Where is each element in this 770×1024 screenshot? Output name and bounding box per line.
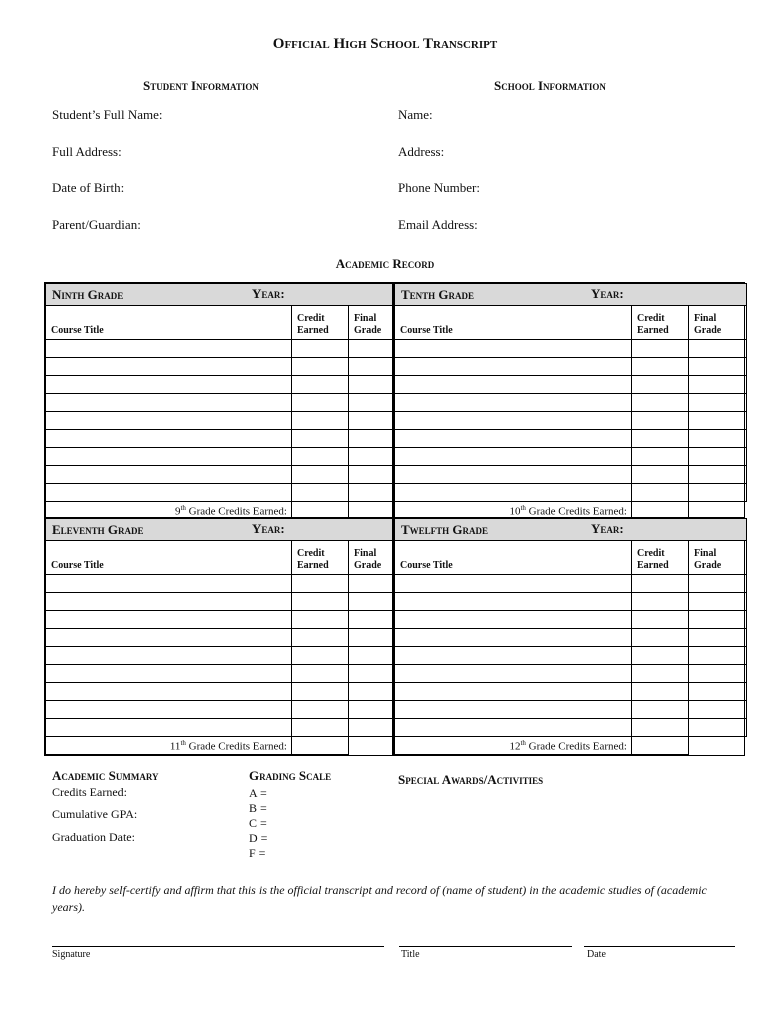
course-row — [395, 484, 747, 502]
grade-cell[interactable] — [689, 665, 747, 683]
course-row — [46, 376, 393, 394]
grade-cell[interactable] — [349, 340, 393, 358]
page-title: Official High School Transcript — [272, 36, 498, 52]
grade-grid — [394, 518, 747, 755]
course-title-cell[interactable] — [395, 611, 632, 629]
grading-scale-heading: Grading Scale — [249, 768, 332, 783]
academic-record-heading: Academic Record — [335, 256, 435, 271]
course-title-cell[interactable] — [395, 683, 632, 701]
course-row — [395, 412, 747, 430]
course-row — [46, 719, 393, 737]
grade-cell[interactable] — [689, 683, 747, 701]
grade-cell[interactable] — [349, 629, 393, 647]
course-row — [46, 430, 393, 448]
course-row — [46, 358, 393, 376]
grade-cell[interactable] — [349, 611, 393, 629]
course-row — [395, 430, 747, 448]
credit-cell[interactable] — [292, 719, 349, 737]
course-row — [395, 593, 747, 611]
course-title-cell[interactable] — [395, 340, 632, 358]
grade-cell[interactable] — [349, 358, 393, 376]
course-title-cell[interactable] — [46, 340, 292, 358]
credit-cell[interactable] — [292, 701, 349, 719]
course-row — [46, 629, 393, 647]
grade-cell[interactable] — [349, 701, 393, 719]
credit-cell[interactable] — [292, 665, 349, 683]
credit-cell[interactable] — [292, 611, 349, 629]
school-address-field: Address: — [398, 144, 445, 159]
grade-credits-earned-label: 10th Grade Credits Earned: — [395, 502, 632, 520]
credit-cell[interactable] — [632, 484, 689, 502]
eleventh-grade-table — [44, 517, 393, 756]
year-label: Year: — [591, 286, 624, 301]
course-title-cell[interactable] — [46, 647, 292, 665]
credit-earned-header: Credit Earned — [637, 313, 669, 336]
grade-cell[interactable] — [689, 647, 747, 665]
final-grade-header: Final Grade — [354, 548, 382, 571]
course-row — [395, 394, 747, 412]
credit-cell[interactable] — [632, 430, 689, 448]
date-label: Date — [587, 949, 606, 960]
course-title-cell[interactable] — [395, 575, 632, 593]
grade-cell[interactable] — [349, 412, 393, 430]
credit-cell[interactable] — [632, 412, 689, 430]
student-info-heading: Student Information — [143, 78, 259, 93]
course-title-cell[interactable] — [46, 412, 292, 430]
twelfth-grade-table — [393, 517, 745, 756]
course-title-cell[interactable] — [46, 683, 292, 701]
grade-cell[interactable] — [689, 701, 747, 719]
grade-cell[interactable] — [349, 430, 393, 448]
grade-cell[interactable] — [689, 376, 747, 394]
grade-section-title: Ninth Grade — [52, 286, 124, 302]
summary-cumulative-gpa: Cumulative GPA: — [52, 807, 138, 821]
course-row — [46, 683, 393, 701]
course-row — [395, 358, 747, 376]
grading-scale-b: B = — [249, 801, 267, 815]
tenth-grade-table — [393, 282, 745, 521]
course-row — [46, 665, 393, 683]
credit-cell[interactable] — [632, 466, 689, 484]
empty-cell — [349, 737, 393, 755]
school-phone-field: Phone Number: — [398, 180, 480, 195]
course-title-cell[interactable] — [395, 593, 632, 611]
course-row — [46, 466, 393, 484]
grade-cell[interactable] — [349, 466, 393, 484]
grade-cell[interactable] — [689, 358, 747, 376]
credit-cell[interactable] — [292, 683, 349, 701]
credit-cell[interactable] — [632, 394, 689, 412]
credit-cell[interactable] — [632, 629, 689, 647]
grade-cell[interactable] — [689, 448, 747, 466]
credit-cell[interactable] — [632, 376, 689, 394]
course-title-cell[interactable] — [395, 719, 632, 737]
grade-credits-cell[interactable] — [292, 737, 349, 755]
course-row — [46, 593, 393, 611]
course-title-cell[interactable] — [46, 593, 292, 611]
grade-grid — [394, 283, 747, 520]
credit-cell[interactable] — [292, 412, 349, 430]
course-title-cell[interactable] — [395, 484, 632, 502]
course-title-cell[interactable] — [395, 376, 632, 394]
course-title-cell[interactable] — [46, 430, 292, 448]
credit-cell[interactable] — [632, 719, 689, 737]
credit-earned-header: Credit Earned — [297, 313, 329, 336]
signature-label: Signature — [52, 949, 91, 960]
course-row — [395, 611, 747, 629]
grade-grid — [45, 283, 393, 520]
course-row — [395, 448, 747, 466]
course-title-cell[interactable] — [395, 466, 632, 484]
course-row — [395, 719, 747, 737]
grading-scale-a: A = — [249, 786, 267, 800]
grade-cell[interactable] — [689, 611, 747, 629]
course-title-cell[interactable] — [46, 701, 292, 719]
course-title-cell[interactable] — [395, 647, 632, 665]
credit-cell[interactable] — [292, 466, 349, 484]
course-title-cell[interactable] — [395, 412, 632, 430]
grade-cell[interactable] — [689, 466, 747, 484]
student-address-field: Full Address: — [52, 144, 122, 159]
grade-cell[interactable] — [349, 376, 393, 394]
course-title-cell[interactable] — [46, 629, 292, 647]
course-row — [46, 412, 393, 430]
course-title-cell[interactable] — [46, 358, 292, 376]
course-row — [395, 376, 747, 394]
course-title-cell[interactable] — [395, 430, 632, 448]
credit-cell[interactable] — [292, 629, 349, 647]
grade-cell[interactable] — [349, 575, 393, 593]
course-title-header: Course Title — [51, 560, 104, 571]
student-guardian-field: Parent/Guardian: — [52, 217, 141, 232]
course-row — [395, 340, 747, 358]
grade-cell[interactable] — [689, 484, 747, 502]
course-title-cell[interactable] — [395, 665, 632, 683]
credit-cell[interactable] — [632, 665, 689, 683]
course-row — [46, 394, 393, 412]
certification-statement: I do hereby self-certify and affirm that this is the official transcript and record of (name of student) in the academic studies of (academic years). — [52, 883, 707, 914]
course-row — [46, 448, 393, 466]
grade-cell[interactable] — [689, 412, 747, 430]
course-title-cell[interactable] — [395, 448, 632, 466]
grade-credits-earned-label: 9th Grade Credits Earned: — [46, 502, 292, 520]
grade-cell[interactable] — [349, 647, 393, 665]
final-grade-header: Final Grade — [694, 548, 722, 571]
course-title-header: Course Title — [400, 325, 453, 336]
credit-earned-header: Credit Earned — [297, 548, 329, 571]
student-name-field: Student’s Full Name: — [52, 107, 163, 122]
course-row — [46, 484, 393, 502]
credit-cell[interactable] — [292, 647, 349, 665]
special-awards-heading: Special Awards/Activities — [398, 772, 544, 787]
course-title-header: Course Title — [51, 325, 104, 336]
course-row — [395, 466, 747, 484]
course-row — [395, 683, 747, 701]
grade-cell[interactable] — [689, 593, 747, 611]
course-title-cell[interactable] — [46, 484, 292, 502]
course-title-cell[interactable] — [46, 611, 292, 629]
credit-earned-header: Credit Earned — [637, 548, 669, 571]
credit-cell[interactable] — [292, 340, 349, 358]
course-row — [46, 647, 393, 665]
credit-cell[interactable] — [292, 394, 349, 412]
course-row — [395, 629, 747, 647]
grade-cell[interactable] — [349, 484, 393, 502]
student-dob-field: Date of Birth: — [52, 180, 125, 195]
grade-cell[interactable] — [689, 394, 747, 412]
course-title-cell[interactable] — [395, 629, 632, 647]
year-label: Year: — [252, 286, 285, 301]
course-row — [395, 575, 747, 593]
credit-cell[interactable] — [292, 376, 349, 394]
grade-section-title: Eleventh Grade — [52, 521, 144, 537]
grade-credits-cell[interactable] — [632, 737, 689, 755]
grade-cell[interactable] — [349, 448, 393, 466]
school-email-field: Email Address: — [398, 217, 478, 232]
course-title-cell[interactable] — [395, 358, 632, 376]
grading-scale-d: D = — [249, 831, 268, 845]
course-title-cell[interactable] — [395, 394, 632, 412]
grade-credits-earned-label: 12th Grade Credits Earned: — [395, 737, 632, 755]
credit-cell[interactable] — [632, 358, 689, 376]
date-line[interactable] — [584, 946, 735, 947]
course-row — [46, 701, 393, 719]
grade-cell[interactable] — [349, 665, 393, 683]
credit-cell[interactable] — [632, 340, 689, 358]
signature-line[interactable] — [52, 946, 384, 947]
grade-cell[interactable] — [349, 593, 393, 611]
credit-cell[interactable] — [632, 701, 689, 719]
course-title-header: Course Title — [400, 560, 453, 571]
course-row — [395, 647, 747, 665]
academic-summary-heading: Academic Summary — [52, 768, 159, 783]
ninth-grade-table — [44, 282, 393, 521]
summary-graduation-date: Graduation Date: — [52, 830, 135, 844]
title-line[interactable] — [399, 946, 572, 947]
credit-cell[interactable] — [292, 448, 349, 466]
credit-cell[interactable] — [632, 647, 689, 665]
credit-cell[interactable] — [632, 448, 689, 466]
course-row — [46, 575, 393, 593]
credit-cell[interactable] — [632, 593, 689, 611]
grade-grid — [45, 518, 393, 755]
grade-cell[interactable] — [689, 430, 747, 448]
course-title-cell[interactable] — [46, 719, 292, 737]
credit-cell[interactable] — [292, 358, 349, 376]
course-row — [46, 611, 393, 629]
course-title-cell[interactable] — [46, 466, 292, 484]
grade-cell[interactable] — [689, 719, 747, 737]
grade-cell[interactable] — [349, 683, 393, 701]
course-title-cell[interactable] — [46, 448, 292, 466]
title-label: Title — [401, 949, 420, 960]
empty-cell — [689, 737, 747, 755]
course-title-cell[interactable] — [395, 701, 632, 719]
course-row — [46, 340, 393, 358]
course-title-cell[interactable] — [46, 665, 292, 683]
course-title-cell[interactable] — [46, 376, 292, 394]
credit-cell[interactable] — [632, 611, 689, 629]
credit-cell[interactable] — [292, 430, 349, 448]
school-info-heading: School Information — [494, 78, 606, 93]
credit-cell[interactable] — [632, 683, 689, 701]
grade-cell[interactable] — [689, 575, 747, 593]
course-title-cell[interactable] — [46, 394, 292, 412]
credit-cell[interactable] — [632, 575, 689, 593]
year-label: Year: — [591, 521, 624, 536]
grade-section-title: Tenth Grade — [401, 286, 475, 302]
school-name-field: Name: — [398, 107, 433, 122]
course-row — [395, 701, 747, 719]
grade-cell[interactable] — [349, 394, 393, 412]
grade-cell[interactable] — [349, 719, 393, 737]
final-grade-header: Final Grade — [694, 313, 722, 336]
grade-cell[interactable] — [689, 629, 747, 647]
grading-scale-c: C = — [249, 816, 267, 830]
grade-credits-earned-label: 11th Grade Credits Earned: — [46, 737, 292, 755]
course-title-cell[interactable] — [46, 575, 292, 593]
final-grade-header: Final Grade — [354, 313, 382, 336]
course-row — [395, 665, 747, 683]
grading-scale-f: F = — [249, 846, 266, 860]
credit-cell[interactable] — [292, 593, 349, 611]
credit-cell[interactable] — [292, 575, 349, 593]
grade-section-title: Twelfth Grade — [401, 521, 489, 537]
summary-credits-earned: Credits Earned: — [52, 785, 127, 799]
credit-cell[interactable] — [292, 484, 349, 502]
year-label: Year: — [252, 521, 285, 536]
grade-cell[interactable] — [689, 340, 747, 358]
